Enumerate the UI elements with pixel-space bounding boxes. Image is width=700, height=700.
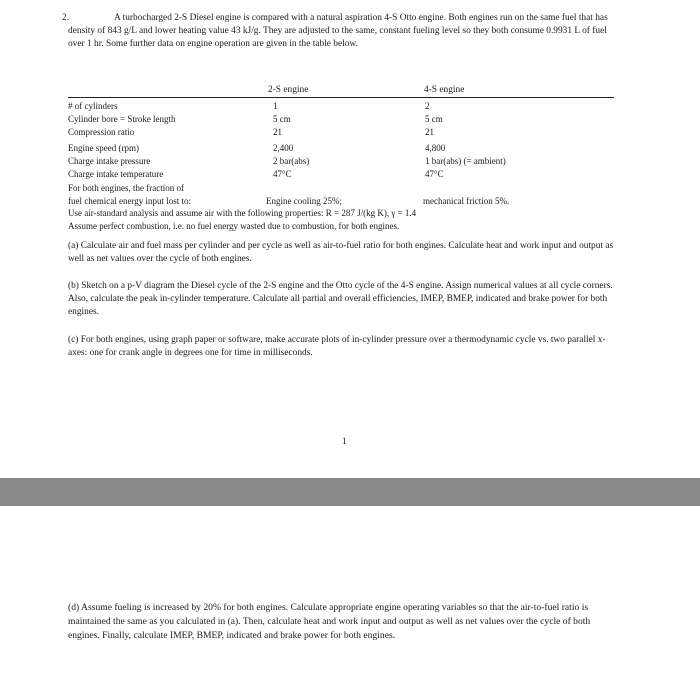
row-value-4s: 4,800 bbox=[425, 143, 446, 153]
table-row bbox=[68, 142, 628, 154]
combustion-assumption: Assume perfect combustion, i.e. no fuel energy wasted due to combustion, for both engines. bbox=[68, 221, 400, 231]
row-value-2s: 2,400 bbox=[273, 143, 294, 153]
page-bottom-sheet bbox=[0, 506, 700, 700]
problem-statement bbox=[62, 12, 616, 51]
loss-line-1 bbox=[68, 182, 628, 194]
row-value-4s: 2 bbox=[425, 101, 430, 111]
row-value-4s: 5 cm bbox=[425, 114, 443, 124]
part-b: (b) Sketch on a p-V diagram the Diesel cycle of the 2-S engine and the Otto cycle of the 4-S engine. Assign numerical values at all cycle corners. Also, calculate the peak in-cylinder temperature. Calculate all partial and overall efficiencies, IMEP, BMEP, indicated and brake power for both engines. bbox=[68, 281, 613, 317]
row-value-2s: 5 cm bbox=[273, 114, 291, 124]
row-value-4s: 1 bar(abs) (= ambient) bbox=[425, 156, 506, 166]
table-header-4s: 4-S engine bbox=[424, 85, 465, 95]
part-c: (c) For both engines, using graph paper or software, make accurate plots of in-cylinder pressure over a thermodynamic cycle vs. two parallel x-axes: one for crank angle in degrees one for time in milliseconds. bbox=[68, 335, 606, 358]
assumption-line-2 bbox=[68, 220, 628, 232]
row-value-4s: 21 bbox=[425, 127, 434, 137]
row-label: Cylinder bore = Stroke length bbox=[68, 114, 176, 124]
row-value-2s: 47°C bbox=[273, 169, 292, 179]
part-a: (a) Calculate air and fuel mass per cylinder and per cycle as well as air-to-fuel ratio for both engines. Calculate heat and work input and output as well as net values over the cycle of both engines. bbox=[68, 241, 614, 264]
part-d: (d) Assume fueling is increased by 20% for both engines. Calculate appropriate engine operating variables so that the air-to-fuel ratio is maintained the same as you calculated in (a). Then, calculate heat and work input and output as well as net values over the cycle of both engines. Finally, calculate IMEP, BMEP, indicated and brake power for both engines. bbox=[68, 602, 591, 641]
table-row bbox=[68, 100, 628, 112]
row-label: Compression ratio bbox=[68, 127, 135, 137]
row-label: # of cylinders bbox=[68, 101, 118, 111]
page-number: 1 bbox=[342, 437, 347, 447]
air-standard-assumption: Use air-standard analysis and assume air with the following properties: R = 287 J/(kg K), γ = 1.4 bbox=[68, 208, 417, 218]
table-row bbox=[68, 126, 628, 138]
loss-line-2 bbox=[68, 195, 628, 207]
row-value-2s: 21 bbox=[273, 127, 282, 137]
table-row bbox=[68, 155, 628, 167]
table-header-rule bbox=[68, 97, 614, 98]
loss-label: fuel chemical energy input lost to: bbox=[68, 196, 192, 206]
problem-lead-text: A turbocharged 2-S Diesel engine is compared with a natural aspiration 4-S Otto engine. Both engines run on the same fuel that has density of 843 g/L and lower heating value 43 kJ/g. They are adjusted to the same, constant fueling level so they both consume 0.9931 L of fuel over 1 hr. Some further data on engine operation are given in the table below. bbox=[68, 13, 608, 49]
row-label: Charge intake temperature bbox=[68, 169, 164, 179]
row-value-2s: 1 bbox=[273, 101, 278, 111]
table-row bbox=[68, 168, 628, 180]
problem-number: 2. bbox=[62, 13, 70, 23]
row-value-4s: 47°C bbox=[425, 169, 444, 179]
row-value-2s: 2 bar(abs) bbox=[273, 156, 310, 166]
row-label: Engine speed (rpm) bbox=[68, 143, 139, 153]
table-row bbox=[68, 113, 628, 125]
page-break-divider bbox=[0, 478, 700, 506]
loss-cooling: Engine cooling 25%; bbox=[266, 196, 342, 206]
loss-friction: mechanical friction 5%. bbox=[423, 196, 510, 206]
row-label: Charge intake pressure bbox=[68, 156, 151, 166]
assumption-line-1 bbox=[68, 207, 628, 219]
table-header-2s: 2-S engine bbox=[268, 85, 309, 95]
loss-intro: For both engines, the fraction of bbox=[68, 183, 184, 193]
